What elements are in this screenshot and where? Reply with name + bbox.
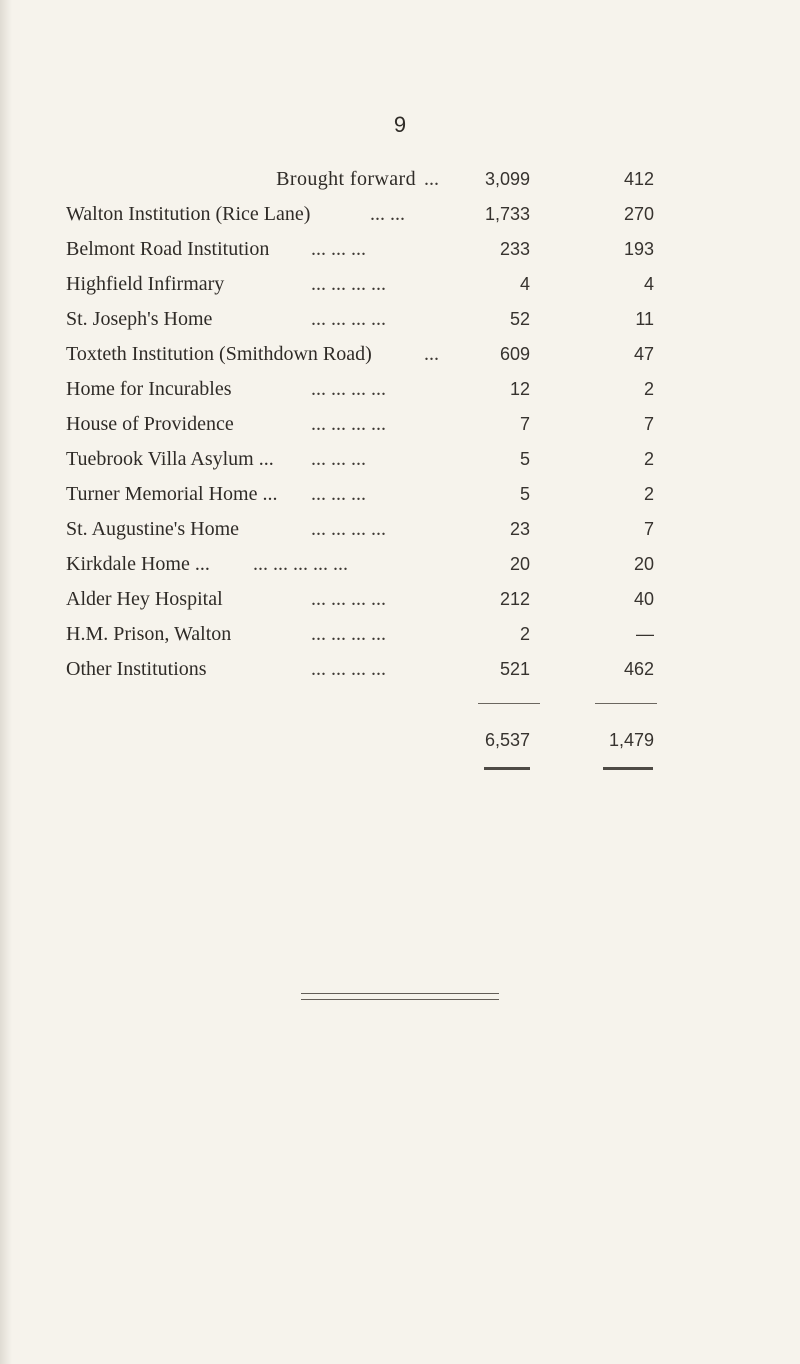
table-row xyxy=(0,374,800,404)
leader-dots: ... xyxy=(424,343,439,365)
value-column-2: 462 xyxy=(623,659,654,679)
value-column-2: 2 xyxy=(643,379,654,399)
total-underline xyxy=(603,767,653,770)
value-column-1: 609 xyxy=(499,344,530,364)
brought-forward-label: Brought forward xyxy=(276,168,416,190)
table-row xyxy=(0,339,800,369)
table-row xyxy=(0,654,800,684)
total-column-1: 6,537 xyxy=(484,730,530,750)
leader-dots: ... xyxy=(424,168,439,190)
value-column-2: 40 xyxy=(633,589,654,609)
leader-dots: ... ... ... xyxy=(311,448,366,470)
value-column-1: 20 xyxy=(509,554,530,574)
institution-name: Turner Memorial Home ... xyxy=(66,483,278,505)
institution-name: House of Providence xyxy=(66,413,234,435)
value-column-2: — xyxy=(636,624,654,644)
value-column-2: 20 xyxy=(633,554,654,574)
value-column-1: 5 xyxy=(519,484,530,504)
institution-name: Kirkdale Home ... xyxy=(66,553,210,575)
leader-dots: ... ... ... ... xyxy=(311,273,386,295)
leader-dots: ... ... ... ... xyxy=(311,623,386,645)
table-row xyxy=(0,444,800,474)
table-row xyxy=(0,479,800,509)
institution-name: Walton Institution (Rice Lane) xyxy=(66,203,311,225)
value-column-1: 2 xyxy=(519,624,530,644)
table-row xyxy=(0,409,800,439)
leader-dots: ... ... ... ... xyxy=(311,378,386,400)
leader-dots: ... ... xyxy=(370,203,405,225)
institution-name: Alder Hey Hospital xyxy=(66,588,223,610)
leader-dots: ... ... ... ... xyxy=(311,588,386,610)
total-underline xyxy=(484,767,530,770)
table-row xyxy=(0,584,800,614)
table-row xyxy=(0,619,800,649)
value-column-1: 212 xyxy=(499,589,530,609)
brought-forward-row xyxy=(0,164,800,194)
value-column-2: 47 xyxy=(633,344,654,364)
brought-forward-value-1: 3,099 xyxy=(484,169,530,189)
table-row xyxy=(0,234,800,264)
end-rule xyxy=(301,993,499,1000)
value-column-2: 270 xyxy=(623,204,654,224)
leader-dots: ... ... ... ... xyxy=(311,658,386,680)
leader-dots: ... ... ... ... xyxy=(311,518,386,540)
institution-name: Highfield Infirmary xyxy=(66,273,225,295)
institution-name: St. Augustine's Home xyxy=(66,518,240,540)
value-column-2: 4 xyxy=(643,274,654,294)
value-column-1: 12 xyxy=(509,379,530,399)
table-row xyxy=(0,514,800,544)
leader-dots: ... ... ... ... ... xyxy=(253,553,348,575)
institution-name: Other Institutions xyxy=(66,658,207,680)
table-row xyxy=(0,304,800,334)
subtotal-rule xyxy=(595,703,657,704)
institution-name: H.M. Prison, Walton xyxy=(66,623,232,645)
value-column-2: 2 xyxy=(643,484,654,504)
subtotal-rule xyxy=(478,703,540,704)
brought-forward-value-2: 412 xyxy=(623,169,654,189)
value-column-1: 23 xyxy=(509,519,530,539)
table-row xyxy=(0,549,800,579)
leader-dots: ... ... ... ... xyxy=(311,413,386,435)
page-number: 9 xyxy=(393,112,407,137)
value-column-2: 2 xyxy=(643,449,654,469)
value-column-1: 52 xyxy=(509,309,530,329)
value-column-2: 7 xyxy=(643,519,654,539)
value-column-1: 7 xyxy=(519,414,530,434)
institution-name: Home for Incurables xyxy=(66,378,232,400)
table-row xyxy=(0,199,800,229)
table-row xyxy=(0,269,800,299)
value-column-1: 1,733 xyxy=(484,204,530,224)
institution-name: Tuebrook Villa Asylum ... xyxy=(66,448,274,470)
leader-dots: ... ... ... xyxy=(311,238,366,260)
value-column-2: 193 xyxy=(623,239,654,259)
value-column-2: 7 xyxy=(643,414,654,434)
totals-row xyxy=(0,725,800,755)
value-column-1: 5 xyxy=(519,449,530,469)
total-column-2: 1,479 xyxy=(608,730,654,750)
value-column-1: 521 xyxy=(499,659,530,679)
value-column-1: 233 xyxy=(499,239,530,259)
value-column-1: 4 xyxy=(519,274,530,294)
institution-name: St. Joseph's Home xyxy=(66,308,213,330)
leader-dots: ... ... ... ... xyxy=(311,308,386,330)
value-column-2: 11 xyxy=(635,309,654,329)
institution-name: Belmont Road Institution xyxy=(66,238,270,260)
leader-dots: ... ... ... xyxy=(311,483,366,505)
institution-name: Toxteth Institution (Smithdown Road) xyxy=(66,343,372,365)
